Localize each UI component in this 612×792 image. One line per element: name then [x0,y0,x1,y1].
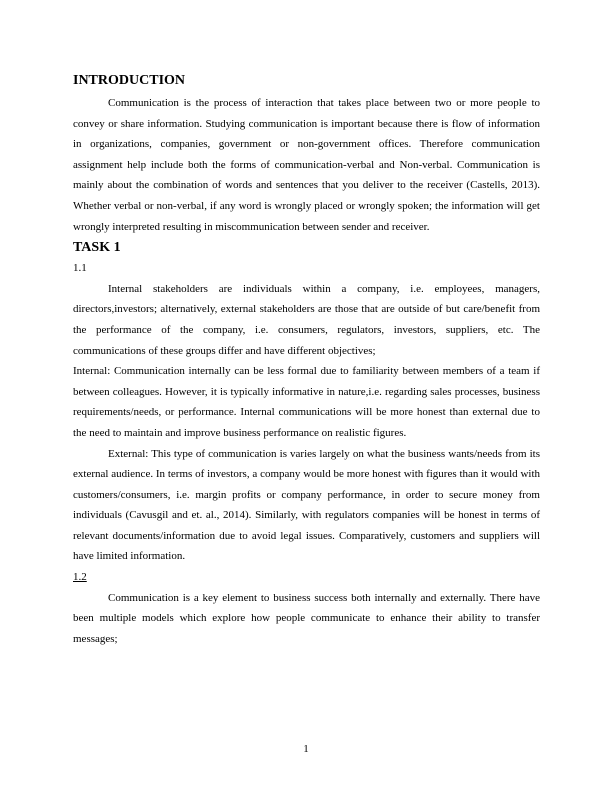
intro-heading: INTRODUCTION [73,73,186,88]
task1-heading: TASK 1 [73,240,121,256]
intro-paragraph: Communication is the process of interaction that takes place between two or more people to convey or share information. Studying communication is important because there is flow of information in organizations, companies, government or non-government offices. Therefore communication assignment help include both the forms of communication-verbal and Non-verbal. Communication is mainly about the combination of words and sentences that you deliver to the receiver (Castells, 2013). Whether verbal or non-verbal, if any word is wrongly placed or wrongly spoken; the information will get wrongly interpreted resulting in miscommunication between sender and receiver. [73,97,540,233]
page-number: 1 [303,743,309,755]
section-1-1-paragraph-internal: Internal: Communication internally can be less formal due to familiarity between members of a team if between colleagues. However, it is typically informative in nature,i.e. regarding sales processes, business requirements/needs, or performance. Internal communications will be more honest than external due to the need to maintain and improve business performance on realistic figures. [73,365,540,439]
section-1-1-label: 1.1 [73,262,87,275]
section-1-2-paragraph: Communication is a key element to business success both internally and externally. There have been multiple models which explore how people communicate to enhance their ability to transfer messages; [73,591,540,645]
document-page [73,72,540,649]
section-1-1-paragraph-external: External: This type of communication is varies largely on what the business wants/needs from its external audience. In terms of investors, a company would be more honest with figures than it would with customers/consumers, i.e. margin profits or company performance, in order to secure money from individuals (Cavusgil and et. al., 2014). Similarly, with regulators companies will be honest in terms of relevant documents/information due to avoid legal issues. Comparatively, customers and suppliers will have limited information. [73,447,540,563]
section-1-1-paragraph-stakeholders: Internal stakeholders are individuals within a company, i.e. employees, managers, directors,investors; alternatively, external stakeholders are those that are outside of but care/benefit from the performance of the company, i.e. consumers, regulators, investors, suppliers, etc. The communications of these groups differ and have different objectives; [73,282,540,357]
section-1-2-label: 1.2 [73,571,87,584]
